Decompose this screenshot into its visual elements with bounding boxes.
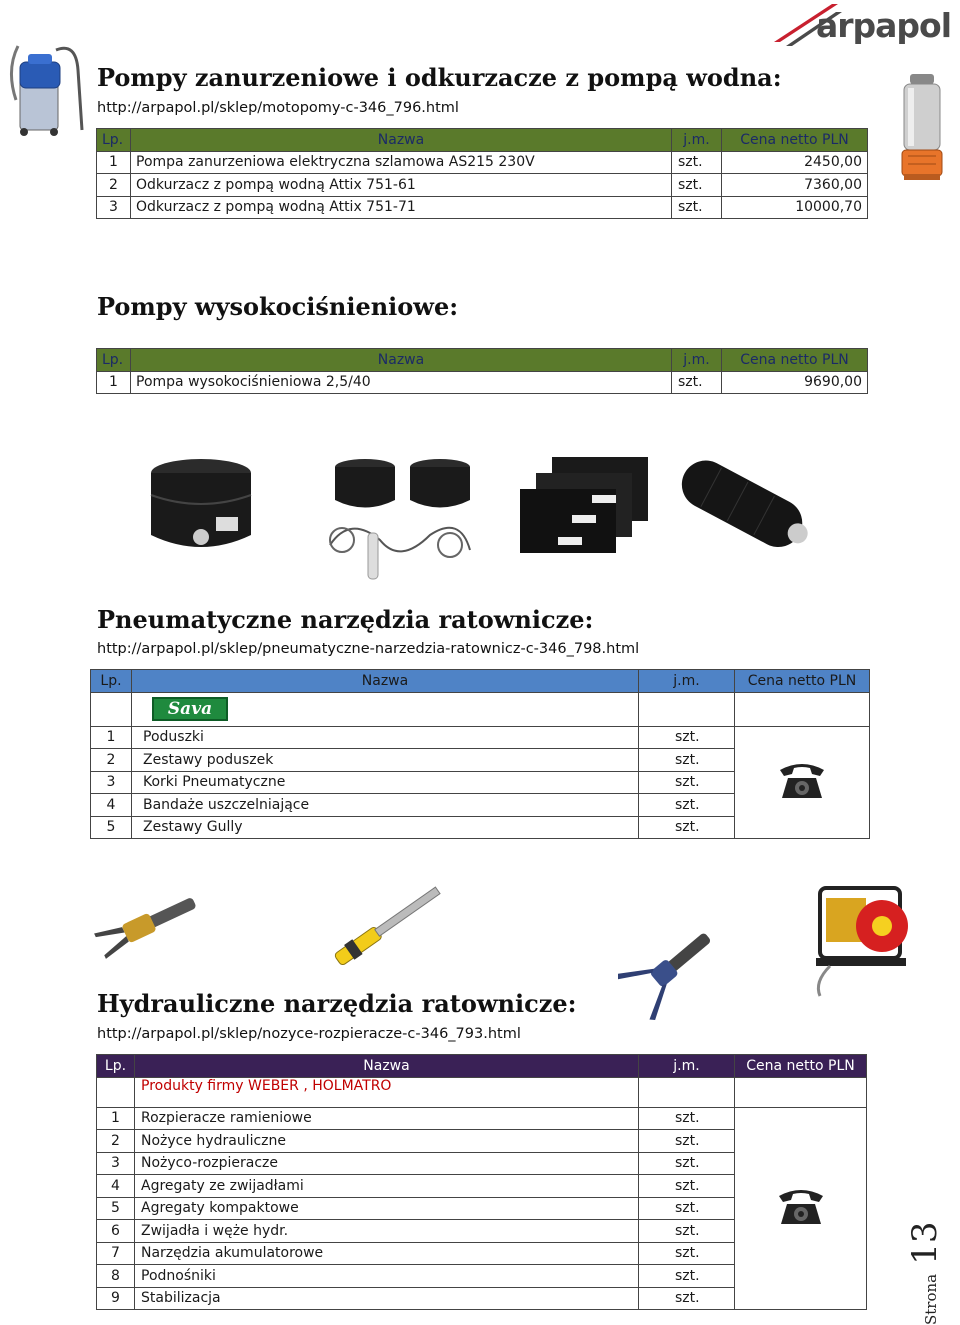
row-lp: 3 — [97, 196, 131, 219]
row-nazwa: Podnośniki — [135, 1265, 639, 1288]
row-cena: 10000,70 — [722, 196, 868, 219]
header-nazwa: Nazwa — [131, 349, 672, 372]
row-lp: 9 — [97, 1287, 135, 1310]
vacuum-cleaner-image — [6, 40, 86, 138]
hydraulic-ram-image — [330, 880, 446, 968]
row-jm: szt. — [639, 1197, 735, 1220]
brand-row-empty — [735, 692, 870, 726]
row-nazwa: Pompa wysokociśnieniowa 2,5/40 — [131, 371, 672, 394]
header-lp: Lp. — [97, 129, 131, 152]
row-jm: szt. — [639, 771, 735, 794]
row-lp: 6 — [97, 1220, 135, 1243]
row-lp: 3 — [91, 771, 132, 794]
section4-title: Hydrauliczne narzędzia ratownicze: — [97, 989, 577, 1018]
table-row — [97, 174, 868, 197]
row-nazwa: Narzędzia akumulatorowe — [135, 1242, 639, 1265]
row-nazwa: Poduszki — [132, 726, 639, 749]
row-jm: szt. — [639, 1287, 735, 1310]
row-lp: 2 — [97, 1130, 135, 1153]
brand-row-empty — [639, 1077, 735, 1107]
section3-url[interactable]: http://arpapol.pl/sklep/pneumatyczne-narzedzia-ratownicz-c-346_798.html — [97, 641, 640, 657]
row-lp: 1 — [97, 151, 131, 174]
row-nazwa: Agregaty ze zwijadłami — [135, 1175, 639, 1198]
row-jm: szt. — [639, 749, 735, 772]
header-nazwa: Nazwa — [135, 1055, 639, 1078]
page-number-value: 13 — [905, 1221, 945, 1265]
brand-row-empty — [735, 1077, 867, 1107]
row-nazwa: Nożyco-rozpieracze — [135, 1152, 639, 1175]
row-lp: 1 — [97, 371, 131, 394]
table-header-row — [97, 129, 868, 152]
table-header-row — [91, 670, 870, 693]
row-nazwa: Zwijadła i węże hydr. — [135, 1220, 639, 1243]
brand-note: Produkty firmy WEBER , HOLMATRO — [135, 1077, 639, 1107]
row-lp: 1 — [97, 1107, 135, 1130]
page-number-label: Strona — [922, 1273, 940, 1325]
row-lp: 5 — [91, 816, 132, 839]
phone-cell — [735, 726, 870, 839]
table-row — [91, 726, 870, 749]
row-lp: 4 — [91, 794, 132, 817]
header-jm: j.m. — [672, 129, 722, 152]
hydraulic-cutter-image — [618, 920, 718, 1020]
sava-logo-text: Sava — [167, 699, 213, 719]
section3-title: Pneumatyczne narzędzia ratownicze: — [97, 605, 594, 634]
header-jm: j.m. — [639, 1055, 735, 1078]
section4-table — [96, 1054, 867, 1310]
row-jm: szt. — [639, 1265, 735, 1288]
table-row — [97, 1107, 867, 1130]
row-nazwa: Korki Pneumatyczne — [132, 771, 639, 794]
row-nazwa: Agregaty kompaktowe — [135, 1197, 639, 1220]
header-cena: Cena netto PLN — [722, 349, 868, 372]
table-row — [97, 371, 868, 394]
row-jm: szt. — [639, 1152, 735, 1175]
row-cena: 2450,00 — [722, 151, 868, 174]
row-lp: 5 — [97, 1197, 135, 1220]
pneumatic-bag-image — [146, 455, 256, 560]
row-nazwa: Pompa zanurzeniowa elektryczna szlamowa AS215 230V — [131, 151, 672, 174]
row-jm: szt. — [639, 1242, 735, 1265]
row-jm: szt. — [672, 371, 722, 394]
row-jm: szt. — [639, 794, 735, 817]
row-jm: szt. — [672, 151, 722, 174]
header-cena: Cena netto PLN — [735, 670, 870, 693]
row-lp: 1 — [91, 726, 132, 749]
row-nazwa: Nożyce hydrauliczne — [135, 1130, 639, 1153]
row-jm: szt. — [639, 1130, 735, 1153]
row-nazwa: Odkurzacz z pompą wodną Attix 751-61 — [131, 174, 672, 197]
table-header-row — [97, 349, 868, 372]
pneumatic-bag-set-image — [320, 455, 480, 583]
sava-logo — [152, 697, 228, 721]
row-lp: 2 — [97, 174, 131, 197]
header-jm: j.m. — [672, 349, 722, 372]
row-jm: szt. — [672, 196, 722, 219]
row-nazwa: Stabilizacja — [135, 1287, 639, 1310]
section2-table — [96, 348, 868, 394]
header-cena: Cena netto PLN — [722, 129, 868, 152]
telephone-icon — [775, 1184, 827, 1228]
row-cena: 7360,00 — [722, 174, 868, 197]
arpapol-logo-text: arpapol — [816, 6, 952, 45]
row-jm: szt. — [672, 174, 722, 197]
row-nazwa: Odkurzacz z pompą wodną Attix 751-71 — [131, 196, 672, 219]
header-cena: Cena netto PLN — [735, 1055, 867, 1078]
row-nazwa: Zestawy Gully — [132, 816, 639, 839]
row-jm: szt. — [639, 816, 735, 839]
arpapol-logo — [772, 2, 952, 52]
section4-url[interactable]: http://arpapol.pl/sklep/nozyce-rozpieracze-c-346_793.html — [97, 1026, 521, 1042]
sava-logo-cell — [132, 692, 639, 726]
table-row — [97, 196, 868, 219]
section1-url[interactable]: http://arpapol.pl/sklep/motopomy-c-346_796.html — [97, 100, 459, 116]
table-header-row — [97, 1055, 867, 1078]
row-jm: szt. — [639, 1107, 735, 1130]
hydraulic-spreader-image — [94, 892, 202, 960]
phone-cell — [735, 1107, 867, 1310]
brand-row — [97, 1077, 867, 1107]
row-nazwa: Rozpieracze ramieniowe — [135, 1107, 639, 1130]
hydraulic-power-unit-image — [806, 882, 914, 1000]
brand-row-empty — [97, 1077, 135, 1107]
row-lp: 7 — [97, 1242, 135, 1265]
row-lp: 4 — [97, 1175, 135, 1198]
row-nazwa: Bandaże uszczelniające — [132, 794, 639, 817]
row-nazwa: Zestawy poduszek — [132, 749, 639, 772]
header-lp: Lp. — [91, 670, 132, 693]
header-lp: Lp. — [97, 1055, 135, 1078]
row-jm: szt. — [639, 1175, 735, 1198]
row-lp: 8 — [97, 1265, 135, 1288]
header-nazwa: Nazwa — [132, 670, 639, 693]
header-lp: Lp. — [97, 349, 131, 372]
brand-row — [91, 692, 870, 726]
brand-row-empty — [91, 692, 132, 726]
section1-table — [96, 128, 868, 219]
row-jm: szt. — [639, 726, 735, 749]
page-number — [905, 1155, 949, 1325]
pneumatic-plug-image — [666, 452, 826, 562]
pneumatic-mats-image — [512, 455, 652, 565]
row-jm: szt. — [639, 1220, 735, 1243]
section2-title: Pompy wysokociśnieniowe: — [97, 292, 459, 321]
row-cena: 9690,00 — [722, 371, 868, 394]
header-jm: j.m. — [639, 670, 735, 693]
row-lp: 2 — [91, 749, 132, 772]
header-nazwa: Nazwa — [131, 129, 672, 152]
submersible-pump-image — [896, 72, 948, 184]
section1-title: Pompy zanurzeniowe i odkurzacze z pompą wodna: — [97, 63, 782, 92]
table-row — [97, 151, 868, 174]
section3-table — [90, 669, 870, 839]
telephone-icon — [776, 758, 828, 802]
brand-row-empty — [639, 692, 735, 726]
row-lp: 3 — [97, 1152, 135, 1175]
